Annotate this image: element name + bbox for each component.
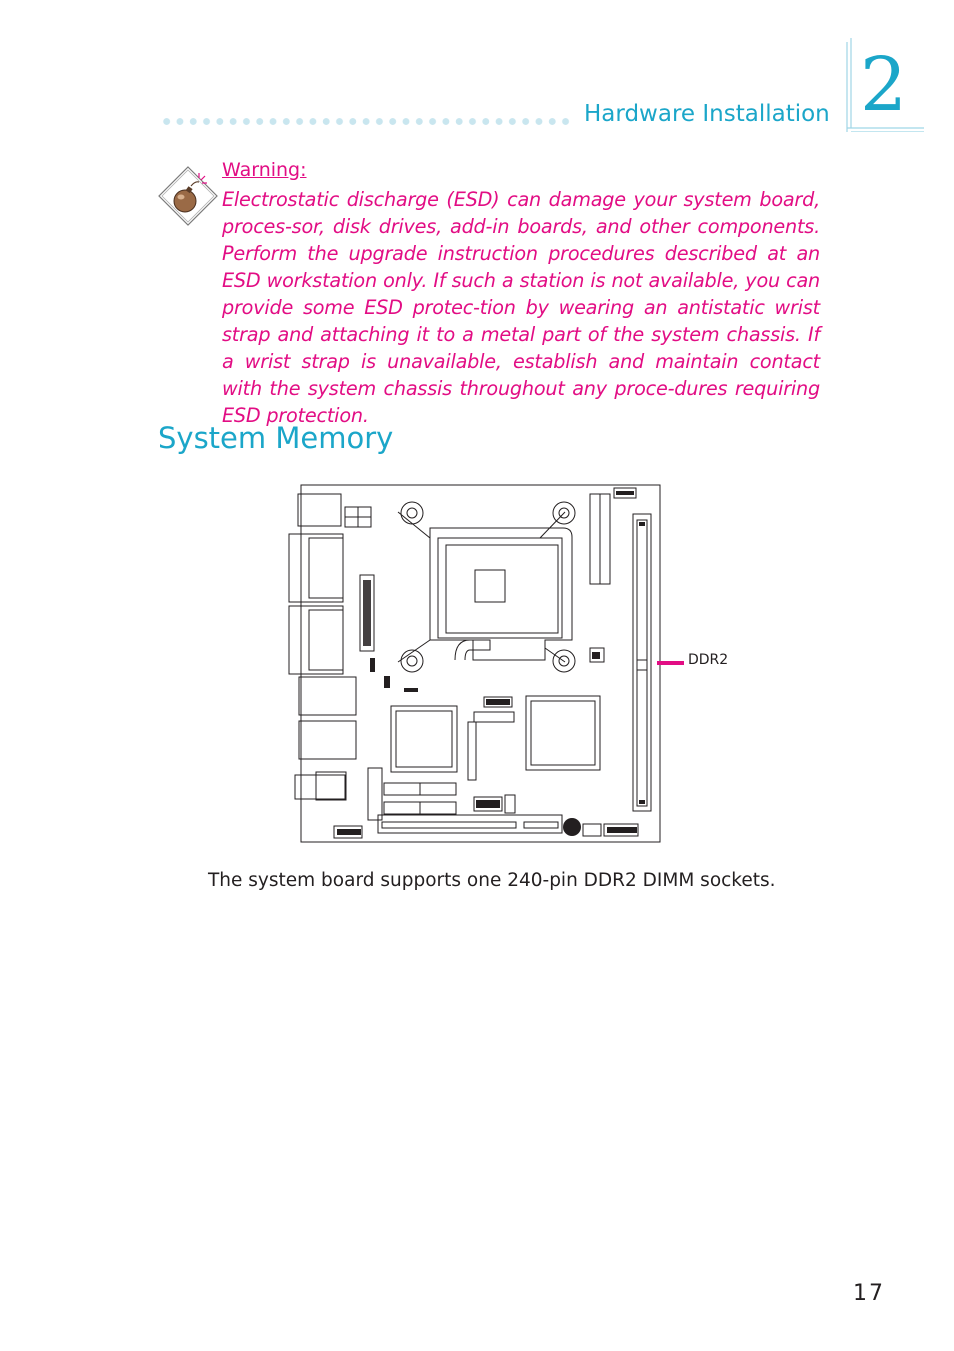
ddr2-label: DDR2 (688, 652, 729, 668)
warning-heading: Warning: (222, 159, 307, 181)
system-board-diagram (270, 480, 690, 850)
page-title: System Memory (158, 421, 394, 455)
bomb-icon (157, 165, 219, 227)
figure-caption: The system board supports one 240-pin DDR2 DIMM sockets. (208, 870, 776, 891)
page-number: 17 (853, 1281, 885, 1306)
warning-text: Electrostatic discharge (ESD) can damage your system board, proces-sor, disk drives, add-in boards, and other components. Perform the upgrade instruction procedures described at an ESD workstation only. If such a station is not available, you can provide some ESD protec-tion by wearing an antistatic wrist strap and attaching it to a metal part of the system chassis. If a wrist strap is unavailable, establish and maintain contact with the system chassis throughout any proce-dures requiring ESD protection. (222, 188, 820, 427)
chapter-number: 2 (860, 42, 908, 128)
section-title: Hardware Installation (584, 101, 830, 127)
header-dot-rule (160, 117, 572, 126)
